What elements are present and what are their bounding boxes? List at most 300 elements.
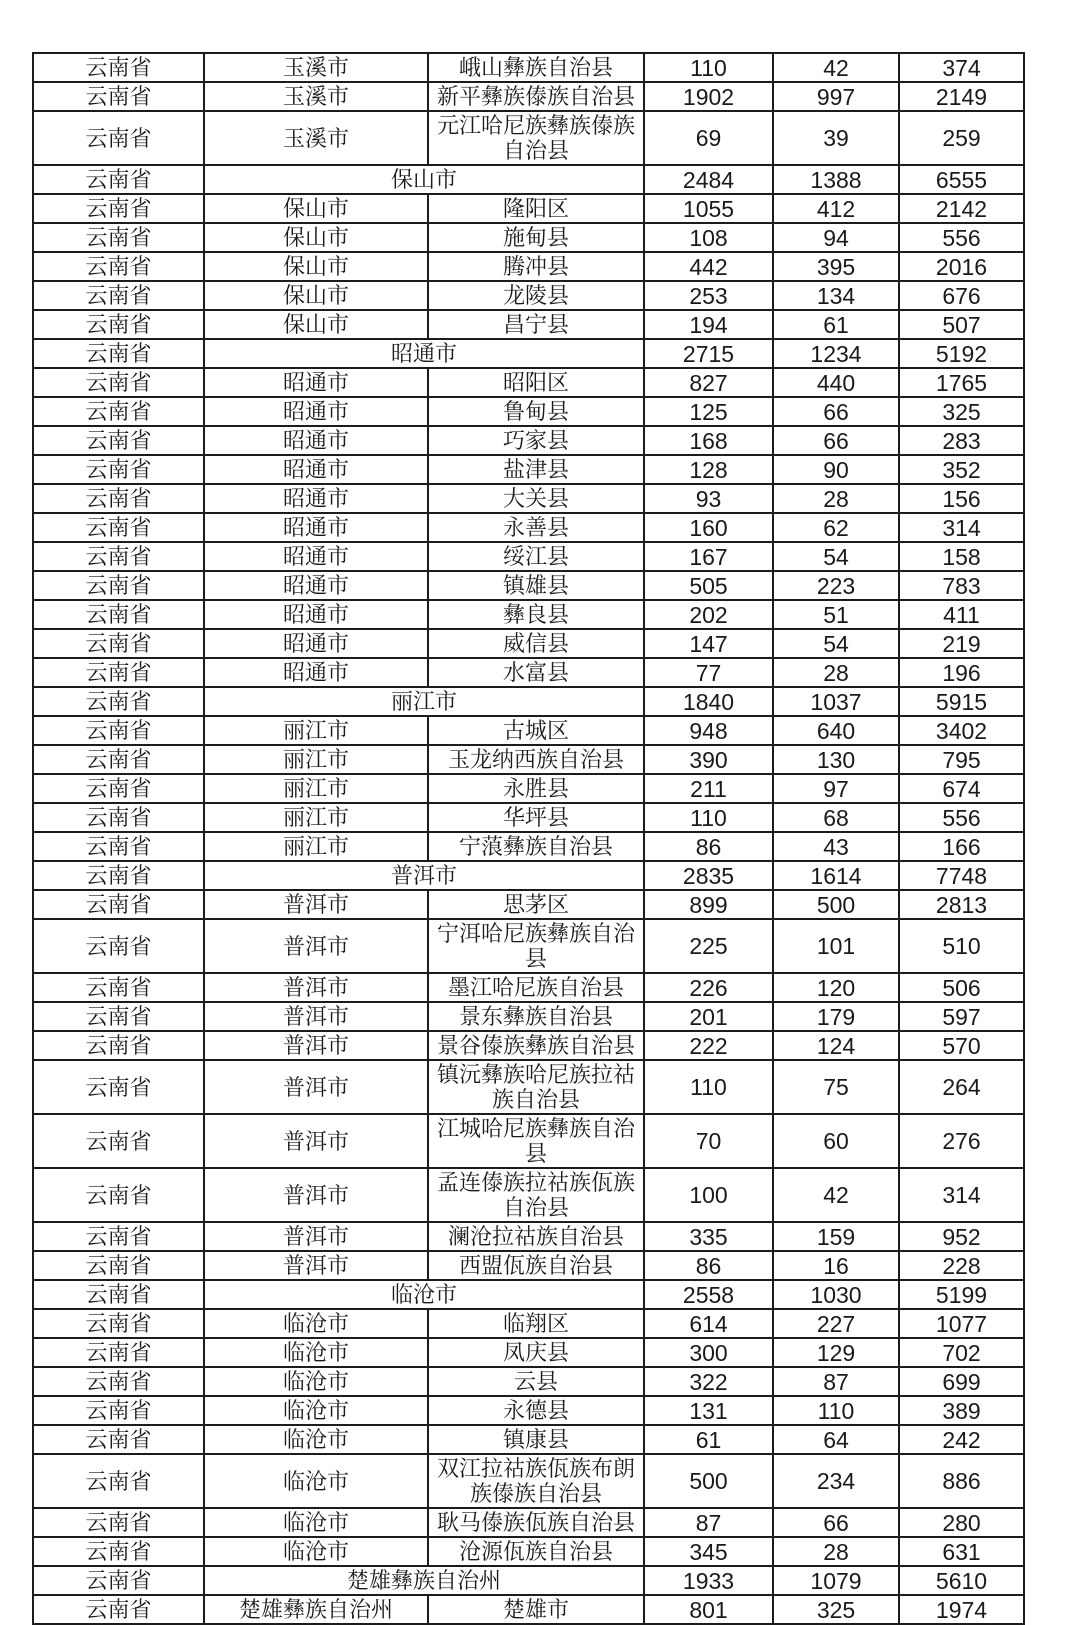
- value-cell-col3: 1974: [899, 1595, 1024, 1624]
- value-cell-col3: 276: [899, 1114, 1024, 1168]
- city-cell: 玉溪市: [204, 82, 428, 111]
- value-cell-col1: 300: [644, 1338, 773, 1367]
- county-cell: 镇雄县: [428, 571, 644, 600]
- value-cell-col1: 225: [644, 919, 773, 973]
- value-cell-col1: 226: [644, 973, 773, 1002]
- county-cell: 墨江哈尼族自治县: [428, 973, 644, 1002]
- value-cell-col3: 5192: [899, 339, 1024, 368]
- province-cell: 云南省: [33, 832, 204, 861]
- table-row: [33, 194, 1024, 223]
- value-cell-col3: 506: [899, 973, 1024, 1002]
- table-row: [33, 1338, 1024, 1367]
- table-row: [33, 1114, 1024, 1168]
- city-cell: 临沧市: [204, 1508, 428, 1537]
- county-cell: 楚雄市: [428, 1595, 644, 1624]
- table-row: [33, 82, 1024, 111]
- table-row: [33, 1251, 1024, 1280]
- province-cell: 云南省: [33, 1222, 204, 1251]
- table-row: [33, 1595, 1024, 1624]
- value-cell-col1: 70: [644, 1114, 773, 1168]
- value-cell-col2: 54: [773, 542, 899, 571]
- value-cell-col3: 264: [899, 1060, 1024, 1114]
- table-row: [33, 1396, 1024, 1425]
- value-cell-col3: 702: [899, 1338, 1024, 1367]
- value-cell-col1: 614: [644, 1309, 773, 1338]
- table-row: [33, 890, 1024, 919]
- table-row: [33, 426, 1024, 455]
- province-cell: 云南省: [33, 82, 204, 111]
- value-cell-col2: 97: [773, 774, 899, 803]
- value-cell-col2: 66: [773, 1508, 899, 1537]
- city-cell: 普洱市: [204, 1031, 428, 1060]
- value-cell-col3: 5915: [899, 687, 1024, 716]
- county-cell: 永胜县: [428, 774, 644, 803]
- province-cell: 云南省: [33, 111, 204, 165]
- value-cell-col3: 242: [899, 1425, 1024, 1454]
- value-cell-col2: 227: [773, 1309, 899, 1338]
- table-row: [33, 1425, 1024, 1454]
- county-cell: 宁洱哈尼族彝族自治县: [428, 919, 644, 973]
- value-cell-col1: 345: [644, 1537, 773, 1566]
- value-cell-col3: 158: [899, 542, 1024, 571]
- county-cell: 鲁甸县: [428, 397, 644, 426]
- value-cell-col3: 556: [899, 223, 1024, 252]
- county-cell: 隆阳区: [428, 194, 644, 223]
- province-cell: 云南省: [33, 1114, 204, 1168]
- region-statistics-table: [32, 52, 1025, 1625]
- value-cell-col2: 1079: [773, 1566, 899, 1595]
- region-table-body: [33, 53, 1024, 1624]
- county-cell: 新平彝族傣族自治县: [428, 82, 644, 111]
- table-row-city-subtotal: [33, 165, 1024, 194]
- table-row: [33, 1309, 1024, 1338]
- province-cell: 云南省: [33, 310, 204, 339]
- city-cell: 玉溪市: [204, 111, 428, 165]
- province-cell: 云南省: [33, 1338, 204, 1367]
- value-cell-col2: 42: [773, 1168, 899, 1222]
- city-cell: 保山市: [204, 194, 428, 223]
- table-row: [33, 919, 1024, 973]
- county-cell: 宁蒗彝族自治县: [428, 832, 644, 861]
- value-cell-col2: 66: [773, 397, 899, 426]
- value-cell-col2: 110: [773, 1396, 899, 1425]
- province-cell: 云南省: [33, 629, 204, 658]
- value-cell-col3: 783: [899, 571, 1024, 600]
- value-cell-col2: 61: [773, 310, 899, 339]
- value-cell-col1: 500: [644, 1454, 773, 1508]
- value-cell-col1: 110: [644, 53, 773, 82]
- city-cell: 普洱市: [204, 1222, 428, 1251]
- province-cell: 云南省: [33, 339, 204, 368]
- county-cell: 水富县: [428, 658, 644, 687]
- value-cell-col2: 124: [773, 1031, 899, 1060]
- table-row: [33, 629, 1024, 658]
- value-cell-col3: 674: [899, 774, 1024, 803]
- value-cell-col3: 314: [899, 1168, 1024, 1222]
- county-cell: 华坪县: [428, 803, 644, 832]
- value-cell-col3: 556: [899, 803, 1024, 832]
- value-cell-col1: 390: [644, 745, 773, 774]
- city-cell: 丽江市: [204, 774, 428, 803]
- province-cell: 云南省: [33, 745, 204, 774]
- value-cell-col2: 94: [773, 223, 899, 252]
- city-cell: 临沧市: [204, 1338, 428, 1367]
- county-cell: 昌宁县: [428, 310, 644, 339]
- value-cell-col3: 166: [899, 832, 1024, 861]
- value-cell-col2: 223: [773, 571, 899, 600]
- county-cell: 镇康县: [428, 1425, 644, 1454]
- value-cell-col2: 60: [773, 1114, 899, 1168]
- value-cell-col1: 93: [644, 484, 773, 513]
- table-row: [33, 310, 1024, 339]
- value-cell-col3: 283: [899, 426, 1024, 455]
- value-cell-col2: 75: [773, 1060, 899, 1114]
- value-cell-col1: 160: [644, 513, 773, 542]
- value-cell-col1: 110: [644, 803, 773, 832]
- province-cell: 云南省: [33, 890, 204, 919]
- county-cell: 龙陵县: [428, 281, 644, 310]
- value-cell-col2: 1037: [773, 687, 899, 716]
- province-cell: 云南省: [33, 1508, 204, 1537]
- county-cell: 玉龙纳西族自治县: [428, 745, 644, 774]
- county-cell: 凤庆县: [428, 1338, 644, 1367]
- city-cell: 临沧市: [204, 1425, 428, 1454]
- value-cell-col2: 130: [773, 745, 899, 774]
- table-row: [33, 53, 1024, 82]
- table-row: [33, 223, 1024, 252]
- city-cell: 昭通市: [204, 368, 428, 397]
- value-cell-col3: 2149: [899, 82, 1024, 111]
- value-cell-col1: 948: [644, 716, 773, 745]
- value-cell-col2: 159: [773, 1222, 899, 1251]
- city-subtotal-cell: 普洱市: [204, 861, 644, 890]
- county-cell: 永善县: [428, 513, 644, 542]
- county-cell: 江城哈尼族彝族自治县: [428, 1114, 644, 1168]
- province-cell: 云南省: [33, 194, 204, 223]
- value-cell-col3: 352: [899, 455, 1024, 484]
- value-cell-col1: 827: [644, 368, 773, 397]
- province-cell: 云南省: [33, 1566, 204, 1595]
- value-cell-col1: 442: [644, 252, 773, 281]
- value-cell-col2: 42: [773, 53, 899, 82]
- province-cell: 云南省: [33, 1425, 204, 1454]
- value-cell-col1: 1055: [644, 194, 773, 223]
- city-cell: 昭通市: [204, 658, 428, 687]
- province-cell: 云南省: [33, 165, 204, 194]
- province-cell: 云南省: [33, 1031, 204, 1060]
- province-cell: 云南省: [33, 426, 204, 455]
- value-cell-col1: 253: [644, 281, 773, 310]
- province-cell: 云南省: [33, 973, 204, 1002]
- province-cell: 云南省: [33, 861, 204, 890]
- province-cell: 云南省: [33, 542, 204, 571]
- province-cell: 云南省: [33, 1060, 204, 1114]
- city-cell: 昭通市: [204, 600, 428, 629]
- value-cell-col2: 325: [773, 1595, 899, 1624]
- value-cell-col3: 219: [899, 629, 1024, 658]
- city-cell: 昭通市: [204, 542, 428, 571]
- province-cell: 云南省: [33, 1002, 204, 1031]
- city-cell: 昭通市: [204, 397, 428, 426]
- value-cell-col3: 196: [899, 658, 1024, 687]
- city-cell: 普洱市: [204, 1060, 428, 1114]
- county-cell: 临翔区: [428, 1309, 644, 1338]
- value-cell-col2: 395: [773, 252, 899, 281]
- city-cell: 保山市: [204, 252, 428, 281]
- value-cell-col2: 28: [773, 658, 899, 687]
- county-cell: 巧家县: [428, 426, 644, 455]
- value-cell-col1: 108: [644, 223, 773, 252]
- value-cell-col1: 131: [644, 1396, 773, 1425]
- table-row: [33, 513, 1024, 542]
- table-row: [33, 281, 1024, 310]
- city-cell: 普洱市: [204, 890, 428, 919]
- county-cell: 景东彝族自治县: [428, 1002, 644, 1031]
- county-cell: 永德县: [428, 1396, 644, 1425]
- province-cell: 云南省: [33, 1168, 204, 1222]
- city-subtotal-cell: 临沧市: [204, 1280, 644, 1309]
- county-cell: 西盟佤族自治县: [428, 1251, 644, 1280]
- province-cell: 云南省: [33, 1396, 204, 1425]
- value-cell-col1: 2835: [644, 861, 773, 890]
- value-cell-col1: 2558: [644, 1280, 773, 1309]
- city-cell: 昭通市: [204, 513, 428, 542]
- value-cell-col3: 411: [899, 600, 1024, 629]
- value-cell-col3: 2142: [899, 194, 1024, 223]
- value-cell-col1: 110: [644, 1060, 773, 1114]
- county-cell: 古城区: [428, 716, 644, 745]
- value-cell-col2: 54: [773, 629, 899, 658]
- city-cell: 普洱市: [204, 1002, 428, 1031]
- value-cell-col1: 1933: [644, 1566, 773, 1595]
- table-row: [33, 600, 1024, 629]
- county-cell: 大关县: [428, 484, 644, 513]
- value-cell-col1: 2484: [644, 165, 773, 194]
- table-row-city-subtotal: [33, 1280, 1024, 1309]
- value-cell-col1: 100: [644, 1168, 773, 1222]
- value-cell-col3: 1765: [899, 368, 1024, 397]
- table-row: [33, 1060, 1024, 1114]
- value-cell-col3: 7748: [899, 861, 1024, 890]
- value-cell-col1: 86: [644, 1251, 773, 1280]
- province-cell: 云南省: [33, 803, 204, 832]
- county-cell: 耿马傣族佤族自治县: [428, 1508, 644, 1537]
- value-cell-col3: 374: [899, 53, 1024, 82]
- table-row: [33, 111, 1024, 165]
- city-subtotal-cell: 楚雄彝族自治州: [204, 1566, 644, 1595]
- province-cell: 云南省: [33, 1309, 204, 1338]
- value-cell-col3: 676: [899, 281, 1024, 310]
- city-cell: 临沧市: [204, 1537, 428, 1566]
- county-cell: 沧源佤族自治县: [428, 1537, 644, 1566]
- value-cell-col1: 167: [644, 542, 773, 571]
- value-cell-col3: 389: [899, 1396, 1024, 1425]
- value-cell-col1: 194: [644, 310, 773, 339]
- province-cell: 云南省: [33, 513, 204, 542]
- city-subtotal-cell: 保山市: [204, 165, 644, 194]
- value-cell-col1: 168: [644, 426, 773, 455]
- province-cell: 云南省: [33, 1595, 204, 1624]
- value-cell-col1: 61: [644, 1425, 773, 1454]
- value-cell-col3: 507: [899, 310, 1024, 339]
- county-cell: 绥江县: [428, 542, 644, 571]
- value-cell-col2: 500: [773, 890, 899, 919]
- value-cell-col2: 440: [773, 368, 899, 397]
- province-cell: 云南省: [33, 1280, 204, 1309]
- city-cell: 昭通市: [204, 455, 428, 484]
- value-cell-col3: 2016: [899, 252, 1024, 281]
- county-cell: 孟连傣族拉祜族佤族自治县: [428, 1168, 644, 1222]
- value-cell-col2: 90: [773, 455, 899, 484]
- province-cell: 云南省: [33, 281, 204, 310]
- city-cell: 普洱市: [204, 1168, 428, 1222]
- table-row: [33, 1454, 1024, 1508]
- value-cell-col3: 325: [899, 397, 1024, 426]
- value-cell-col1: 87: [644, 1508, 773, 1537]
- city-cell: 临沧市: [204, 1396, 428, 1425]
- value-cell-col2: 43: [773, 832, 899, 861]
- value-cell-col2: 640: [773, 716, 899, 745]
- value-cell-col1: 128: [644, 455, 773, 484]
- city-cell: 普洱市: [204, 1114, 428, 1168]
- city-cell: 临沧市: [204, 1309, 428, 1338]
- county-cell: 昭阳区: [428, 368, 644, 397]
- city-cell: 普洱市: [204, 1251, 428, 1280]
- value-cell-col1: 147: [644, 629, 773, 658]
- county-cell: 澜沧拉祜族自治县: [428, 1222, 644, 1251]
- table-row: [33, 484, 1024, 513]
- province-cell: 云南省: [33, 658, 204, 687]
- province-cell: 云南省: [33, 1454, 204, 1508]
- city-cell: 丽江市: [204, 745, 428, 774]
- province-cell: 云南省: [33, 919, 204, 973]
- value-cell-col2: 412: [773, 194, 899, 223]
- city-subtotal-cell: 丽江市: [204, 687, 644, 716]
- value-cell-col1: 222: [644, 1031, 773, 1060]
- county-cell: 彝良县: [428, 600, 644, 629]
- value-cell-col2: 120: [773, 973, 899, 1002]
- county-cell: 双江拉祜族佤族布朗族傣族自治县: [428, 1454, 644, 1508]
- county-cell: 思茅区: [428, 890, 644, 919]
- city-cell: 昭通市: [204, 571, 428, 600]
- city-cell: 昭通市: [204, 484, 428, 513]
- value-cell-col2: 1234: [773, 339, 899, 368]
- table-row: [33, 1222, 1024, 1251]
- table-row: [33, 397, 1024, 426]
- province-cell: 云南省: [33, 571, 204, 600]
- province-cell: 云南省: [33, 252, 204, 281]
- county-cell: 云县: [428, 1367, 644, 1396]
- value-cell-col1: 801: [644, 1595, 773, 1624]
- value-cell-col3: 259: [899, 111, 1024, 165]
- value-cell-col3: 314: [899, 513, 1024, 542]
- city-cell: 丽江市: [204, 803, 428, 832]
- value-cell-col1: 505: [644, 571, 773, 600]
- value-cell-col2: 39: [773, 111, 899, 165]
- city-cell: 普洱市: [204, 973, 428, 1002]
- value-cell-col2: 64: [773, 1425, 899, 1454]
- table-row: [33, 832, 1024, 861]
- value-cell-col3: 570: [899, 1031, 1024, 1060]
- city-cell: 临沧市: [204, 1367, 428, 1396]
- value-cell-col1: 202: [644, 600, 773, 629]
- value-cell-col1: 335: [644, 1222, 773, 1251]
- table-row: [33, 1031, 1024, 1060]
- province-cell: 云南省: [33, 397, 204, 426]
- value-cell-col3: 5199: [899, 1280, 1024, 1309]
- value-cell-col3: 795: [899, 745, 1024, 774]
- value-cell-col1: 1840: [644, 687, 773, 716]
- table-row: [33, 542, 1024, 571]
- value-cell-col1: 2715: [644, 339, 773, 368]
- value-cell-col2: 28: [773, 1537, 899, 1566]
- value-cell-col2: 16: [773, 1251, 899, 1280]
- value-cell-col1: 211: [644, 774, 773, 803]
- table-row: [33, 774, 1024, 803]
- value-cell-col3: 1077: [899, 1309, 1024, 1338]
- province-cell: 云南省: [33, 368, 204, 397]
- city-cell: 普洱市: [204, 919, 428, 973]
- value-cell-col2: 101: [773, 919, 899, 973]
- province-cell: 云南省: [33, 53, 204, 82]
- county-cell: 施甸县: [428, 223, 644, 252]
- value-cell-col3: 156: [899, 484, 1024, 513]
- city-cell: 临沧市: [204, 1454, 428, 1508]
- value-cell-col2: 68: [773, 803, 899, 832]
- value-cell-col1: 77: [644, 658, 773, 687]
- value-cell-col3: 2813: [899, 890, 1024, 919]
- city-cell: 保山市: [204, 310, 428, 339]
- table-row: [33, 571, 1024, 600]
- province-cell: 云南省: [33, 716, 204, 745]
- value-cell-col2: 234: [773, 1454, 899, 1508]
- table-row: [33, 803, 1024, 832]
- table-row: [33, 745, 1024, 774]
- city-cell: 昭通市: [204, 629, 428, 658]
- table-row-city-subtotal: [33, 687, 1024, 716]
- value-cell-col2: 51: [773, 600, 899, 629]
- value-cell-col3: 6555: [899, 165, 1024, 194]
- table-row: [33, 973, 1024, 1002]
- value-cell-col3: 631: [899, 1537, 1024, 1566]
- city-subtotal-cell: 昭通市: [204, 339, 644, 368]
- county-cell: 威信县: [428, 629, 644, 658]
- value-cell-col3: 952: [899, 1222, 1024, 1251]
- value-cell-col1: 1902: [644, 82, 773, 111]
- county-cell: 盐津县: [428, 455, 644, 484]
- value-cell-col2: 28: [773, 484, 899, 513]
- value-cell-col3: 510: [899, 919, 1024, 973]
- city-cell: 楚雄彝族自治州: [204, 1595, 428, 1624]
- value-cell-col2: 1030: [773, 1280, 899, 1309]
- table-row: [33, 658, 1024, 687]
- value-cell-col2: 62: [773, 513, 899, 542]
- province-cell: 云南省: [33, 1251, 204, 1280]
- value-cell-col3: 5610: [899, 1566, 1024, 1595]
- city-cell: 丽江市: [204, 832, 428, 861]
- city-cell: 玉溪市: [204, 53, 428, 82]
- value-cell-col1: 69: [644, 111, 773, 165]
- table-row: [33, 1508, 1024, 1537]
- county-cell: 景谷傣族彝族自治县: [428, 1031, 644, 1060]
- province-cell: 云南省: [33, 455, 204, 484]
- value-cell-col3: 886: [899, 1454, 1024, 1508]
- city-cell: 昭通市: [204, 426, 428, 455]
- value-cell-col2: 66: [773, 426, 899, 455]
- value-cell-col2: 179: [773, 1002, 899, 1031]
- table-row: [33, 1002, 1024, 1031]
- province-cell: 云南省: [33, 484, 204, 513]
